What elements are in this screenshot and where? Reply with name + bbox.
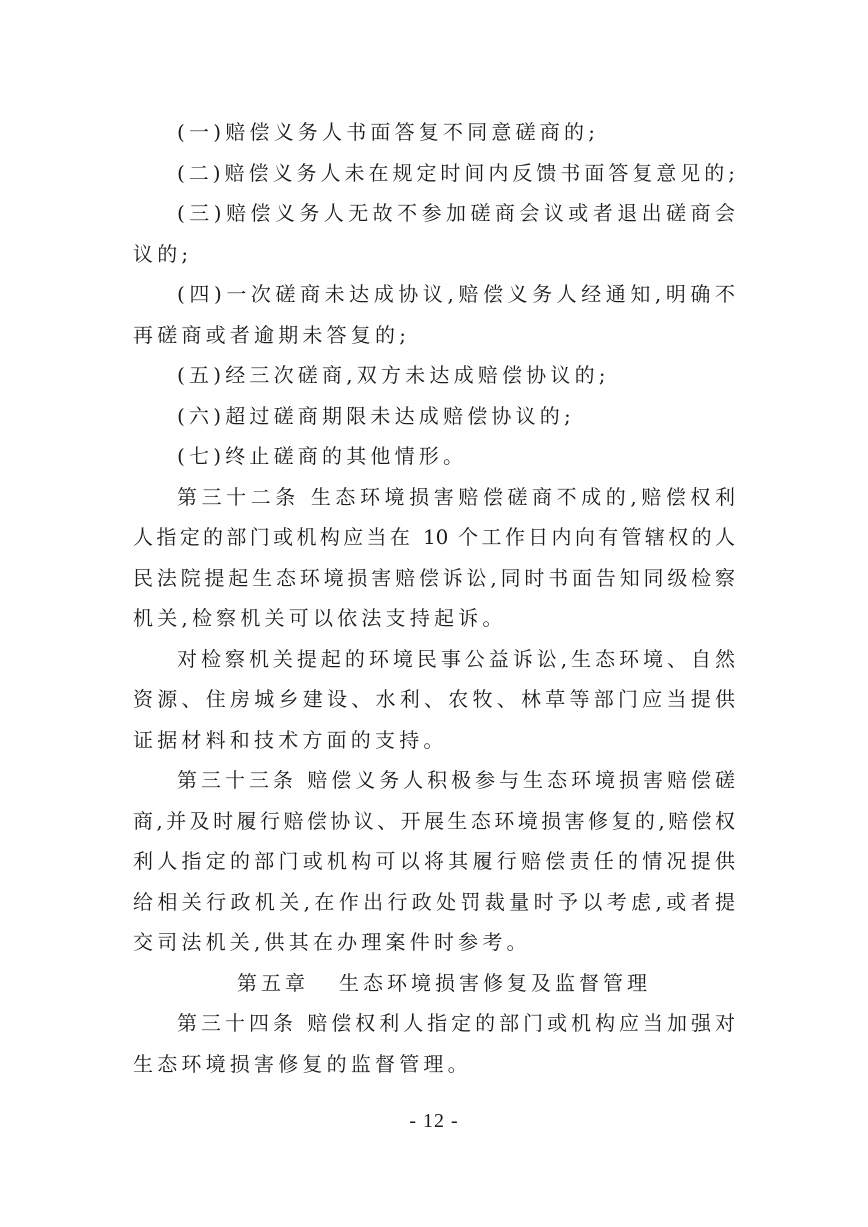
- article-34-line-2: 生态环境损害修复的监督管理。: [133, 1051, 472, 1076]
- list-item-3-continued: 议的;: [133, 241, 193, 266]
- chapter-heading: [133, 963, 735, 1004]
- article-32-line-3: 民法院提起生态环境损害赔偿诉讼,同时书面告知同级检察: [133, 565, 735, 590]
- article-32-line-1: 第三十二条 生态环境损害赔偿磋商不成的,赔偿权利: [177, 484, 735, 509]
- page-number: - 12 -: [409, 1110, 459, 1132]
- article-33-line-5: 交司法机关,供其在办理案件时参考。: [133, 930, 531, 954]
- article-32-para2-line-2: 资源、住房城乡建设、水利、农牧、林草等部门应当提供: [133, 687, 735, 711]
- article-33-line-1: 第三十三条 赔偿义务人积极参与生态环境损害赔偿磋: [177, 768, 735, 792]
- article-32-para2-line-1: 对检察机关提起的环境民事公益诉讼,生态环境、自然: [177, 646, 735, 671]
- article-32-line-4: 机关,检察机关可以依法支持起诉。: [133, 606, 507, 630]
- list-item-7: (七)终止磋商的其他情形。: [177, 444, 468, 468]
- document-page: [133, 112, 735, 1084]
- article-33-line-3: 利人指定的部门或机构可以将其履行赔偿责任的情况提供: [133, 849, 735, 873]
- article-32-line-2: 人指定的部门或机构应当在 10 个工作日内向有管辖权的人: [133, 525, 735, 549]
- article-33-line-2: 商,并及时履行赔偿协议、开展生态环境损害修复的,赔偿权: [133, 808, 735, 833]
- list-item-1: (一)赔偿义务人书面答复不同意磋商的;: [177, 120, 600, 144]
- article-33-line-4: 给相关行政机关,在作出行政处罚裁量时予以考虑,或者提: [133, 889, 735, 914]
- list-item-3: (三)赔偿义务人无故不参加磋商会议或者退出磋商会: [177, 201, 735, 225]
- chapter-number: 第五章: [237, 970, 309, 995]
- list-item-4: (四)一次磋商未达成协议,赔偿义务人经通知,明确不: [177, 282, 735, 306]
- article-32-para2-line-3: 证据材料和技术方面的支持。: [133, 727, 448, 752]
- list-item-4-continued: 再磋商或者逾期未答复的;: [133, 322, 411, 347]
- chapter-title: 生态环境损害修复及监督管理: [339, 970, 651, 995]
- list-item-6: (六)超过磋商期限未达成赔偿协议的;: [177, 403, 575, 428]
- article-34-line-1: 第三十四条 赔偿权利人指定的部门或机构应当加强对: [177, 1011, 735, 1035]
- list-item-2: (二)赔偿义务人未在规定时间内反馈书面答复意见的;: [177, 160, 735, 185]
- list-item-5: (五)经三次磋商,双方未达成赔偿协议的;: [177, 363, 610, 387]
